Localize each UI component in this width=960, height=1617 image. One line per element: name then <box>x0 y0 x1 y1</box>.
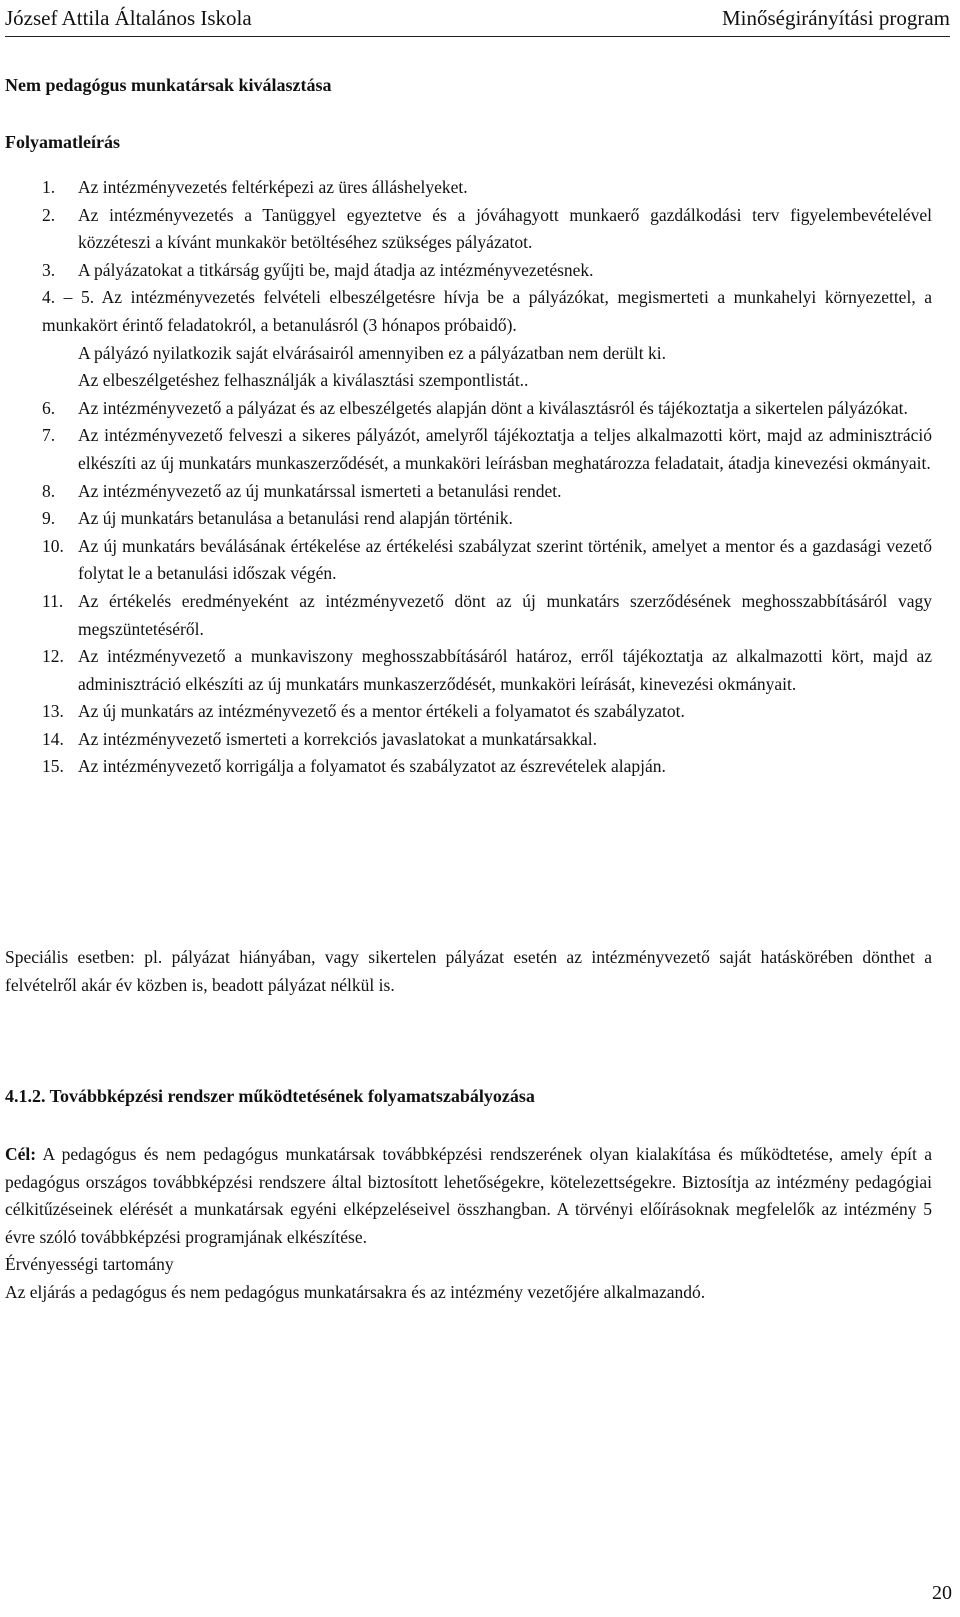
list-item <box>5 478 932 506</box>
list-item <box>5 533 932 588</box>
item-number: 4. – 5. <box>42 287 95 308</box>
header-school: József Attila Általános Iskola <box>5 6 252 30</box>
item-number: 3. <box>42 259 56 280</box>
item-number: 13. <box>42 701 64 722</box>
process-list <box>5 174 932 781</box>
scope-title: Érvényességi tartomány <box>5 1254 174 1275</box>
list-item-continuation <box>5 340 932 395</box>
item-number: 7. <box>42 425 56 446</box>
list-item <box>5 698 932 726</box>
item-number: 11. <box>42 590 64 611</box>
goal-paragraph <box>5 1141 932 1251</box>
section2-title: 4.1.2. Továbbképzési rendszer működtetésének folyamatszabályozása <box>5 1086 535 1106</box>
item-number: 8. <box>42 480 56 501</box>
item-text: Az intézményvezető az új munkatárssal ismerteti a betanulási rendet. <box>78 480 562 501</box>
item-text: Az új munkatárs beválásának értékelése az értékelési szabályzat szerint történik, amelyet a mentor és a gazdasági vezető folytat le a betanulási időszak végén. <box>78 535 932 584</box>
item-text: A pályázatokat a titkárság gyűjti be, majd átadja az intézményvezetésnek. <box>78 259 594 280</box>
list-item <box>5 395 932 423</box>
item-text: Az új munkatárs betanulása a betanulási rend alapján történik. <box>78 508 513 529</box>
item-extra-text: A pályázó nyilatkozik saját elvárásairól amennyiben ez a pályázatban nem derült ki. <box>78 342 666 363</box>
goal-label: Cél: <box>5 1144 37 1164</box>
item-number: 10. <box>42 535 64 556</box>
item-text: Az intézményvezetés feltérképezi az üres álláshelyeket. <box>78 177 468 197</box>
list-item <box>5 174 932 202</box>
list-item <box>5 753 932 781</box>
item-text: Az intézményvezető ismerteti a korrekciós javaslatokat a munkatársakkal. <box>78 728 597 749</box>
item-text: Az új munkatárs az intézményvezető és a mentor értékeli a folyamatot és szabályzatot. <box>78 701 685 722</box>
section-title: Nem pedagógus munkatársak kiválasztása <box>5 75 332 95</box>
list-item <box>5 284 932 339</box>
list-item <box>5 257 932 285</box>
section2-body <box>5 1141 932 1307</box>
list-item <box>5 202 932 257</box>
page-number: 20 <box>932 1582 952 1604</box>
item-text: Az intézményvezetés a Tanüggyel egyeztetve és a jóváhagyott munkaerő gazdálkodási terv figyelembevételével közzéteszi a kívánt munkakör betöltéséhez szükséges pályázatot. <box>78 204 932 253</box>
item-number: 15. <box>42 756 64 777</box>
item-text: Az intézményvezető a munkaviszony meghosszabbításáról határoz, erről tájékoztatja az alkalmazotti kört, majd az adminisztráció elkészíti az új munkatárs munkaszerződését, munkaköri leírását, kinevezési okmányait. <box>78 646 932 694</box>
item-extra-text: Az elbeszélgetéshez felhasználják a kiválasztási szempontlistát.. <box>78 370 529 391</box>
list-item <box>5 422 932 477</box>
item-text: Az intézményvezető korrigálja a folyamatot és szabályzatot az észrevételek alapján. <box>78 756 666 777</box>
item-text: Az intézményvezető felveszi a sikeres pályázót, amelyről tájékoztatja a teljes alkalmazotti kört, majd az adminisztráció elkészíti az új munkatárs munkaszerződését, a munkaköri leírásban meghatározza feladatait, átadja kinevezési okmányait. <box>78 425 932 473</box>
list-item <box>5 588 932 643</box>
special-case-text: Speciális esetben: pl. pályázat hiányában, vagy sikertelen pályázat esetén az intézményvezető saját hatáskörében dönthet a felvételről akár év közben is, beadott pályázat nélkül is. <box>5 947 932 995</box>
scope-text: Az eljárás a pedagógus és nem pedagógus munkatársakra és az intézmény vezetőjére alkalmazandó. <box>5 1281 706 1302</box>
list-item <box>5 643 932 698</box>
page-header <box>5 6 950 37</box>
goal-text: A pedagógus és nem pedagógus munkatársak továbbképzési rendszerének olyan kialakítása és működtetése, amely épít a pedagógus országos továbbképzési rendszere által biztosított lehetőségekre, kötelezettségekre. Biztosítja az intézmény pedagógiai célkitűzéseinek elérését a munkatársak egyéni elképzeléseivel összhangban. A törvényi előírásoknak megfelelők az intézmény 5 évre szóló továbbképzési programjának elkészítése. <box>5 1144 932 1247</box>
item-text: Az értékelés eredményeként az intézményvezető dönt az új munkatárs szerződésének meghosszabbításáról vagy megszüntetéséről. <box>78 590 932 639</box>
item-text: Az intézményvezetés felvételi elbeszélgetésre hívja be a pályázókat, megismerteti a munkahelyi környezettel, a munkakört érintő feladatokról, a betanulásról (3 hónapos próbaidő). <box>42 287 932 335</box>
list-item <box>5 726 932 754</box>
item-text: Az intézményvezető a pályázat és az elbeszélgetés alapján dönt a kiválasztásról és tájékoztatja a sikertelen pályázókat. <box>78 397 908 418</box>
item-number: 1. <box>42 177 56 197</box>
list-item <box>5 505 932 533</box>
section-subtitle: Folyamatleírás <box>5 132 120 152</box>
special-case-note <box>5 944 932 999</box>
item-number: 9. <box>42 508 56 529</box>
item-number: 12. <box>42 646 64 667</box>
item-number: 14. <box>42 728 64 749</box>
item-number: 2. <box>42 204 56 225</box>
item-number: 6. <box>42 397 56 418</box>
header-program: Minőségirányítási program <box>721 6 950 30</box>
